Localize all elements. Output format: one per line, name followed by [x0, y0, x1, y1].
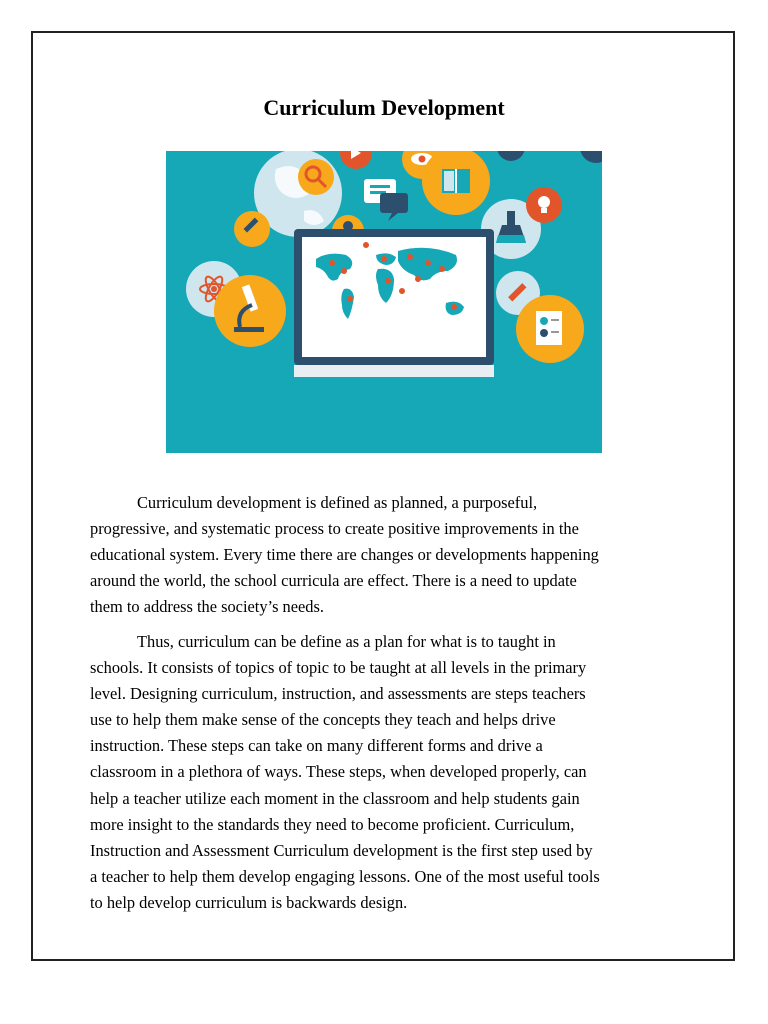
chat-bubble-icon: [364, 179, 408, 221]
text-line: a teacher to help them develop engaging lessons. One of the most useful tools: [90, 866, 600, 886]
paragraph-2: [90, 629, 686, 916]
text-line: classroom in a plethora of ways. These steps, when developed properly, can: [90, 762, 587, 782]
text-line: around the world, the school curricula are effect. There is a need to update: [90, 571, 577, 591]
book-icon: [422, 151, 490, 215]
magnifier-icon: [298, 159, 334, 195]
pencil-icon: [234, 211, 270, 247]
education-illustration: [166, 151, 602, 453]
paragraph-1: [90, 490, 686, 620]
lightbulb-icon: [526, 187, 562, 223]
text-line: Curriculum development is defined as planned, a purposeful,: [137, 493, 538, 512]
play-icon: [340, 151, 372, 169]
document-title: Curriculum Development: [263, 95, 505, 120]
text-line: schools. It consists of topics of topic to be taught at all levels in the primary: [90, 658, 587, 678]
text-line: instruction. These steps can take on many different forms and drive a: [90, 736, 543, 756]
report-document-icon: [516, 295, 584, 363]
text-line: Instruction and Assessment Curriculum development is the first step used by: [90, 840, 593, 860]
text-line: progressive, and systematic process to create positive improvements in the: [90, 519, 579, 539]
text-line: educational system. Every time there are changes or developments happening: [90, 545, 599, 565]
microscope-icon: [214, 275, 286, 347]
text-line: more insight to the standards they need to become proficient. Curriculum,: [90, 814, 575, 834]
monitor-world-map-icon: [294, 229, 494, 377]
text-line: help a teacher utilize each moment in the classroom and help students gain: [90, 788, 580, 808]
text-line: level. Designing curriculum, instruction, and assessments are steps teachers: [90, 684, 586, 704]
text-line: to help develop curriculum is backwards design.: [90, 892, 408, 912]
text-line: Thus, curriculum can be define as a plan for what is to taught in: [137, 632, 556, 651]
text-line: them to address the society’s needs.: [90, 597, 324, 617]
text-line: use to help them make sense of the concepts they teach and helps drive: [90, 710, 556, 730]
